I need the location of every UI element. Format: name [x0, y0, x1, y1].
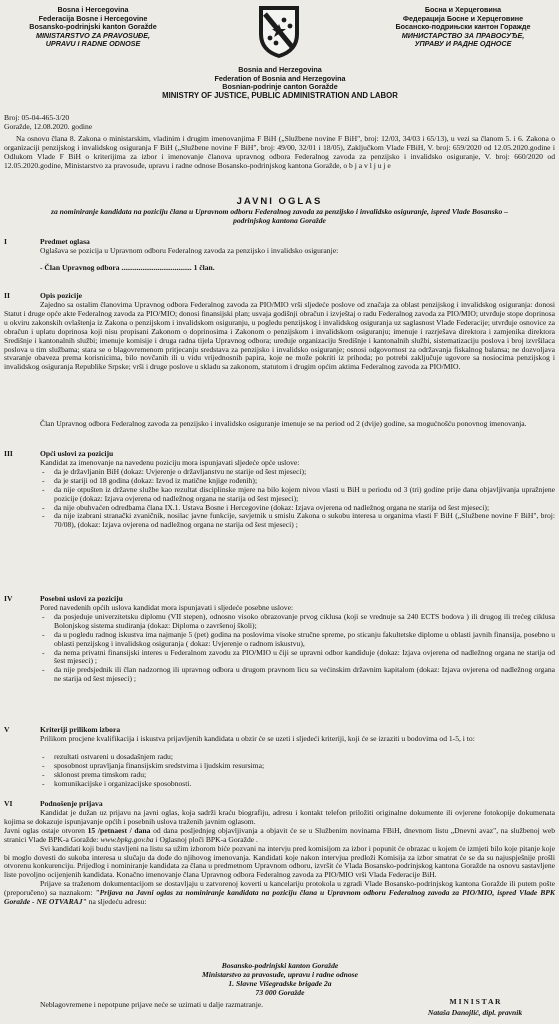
header-left-line: MINISTARSTVO ZA PRAVOSUĐE, — [35, 30, 151, 40]
list-item: - da je stariji od 18 godina (dokaz: Izvod iz matične knjige rođenih); — [40, 477, 555, 486]
section-text: Svi kandidati koji budu stavljeni na listu sa užim izborom biće pozvani na intervju pred komisijom za izbor i popunit će obrazac u kojem će izmjeti bilo koje pitanje koje bi moglo dovesti do sukoba interesa u slučaju da dođe do njihovog imenovanja. Kandidati koje nakon intervjua predloži Komisija za izbor smatrat će se da su najuspješnije prošli otvorenu konkurenciju. Prijedlog i nominiranje kandidata za člana u predmetnom Upravnom odboru, izvršit će Vlada Bosansko-podrinjskog kantona Goražde na osnovu sastavljene liste povoljno ocijenjenih kandidata. Konačno imenovanje člana Upravnog odbora Federalnog zavoda za PIO/MIO vrši Vlada Federacije BiH. — [4, 843, 555, 880]
position-line: - Član Upravnog odbora ..................................... 1 član. — [40, 262, 215, 272]
section-number: II — [4, 291, 10, 300]
notice-subtitle: za nominiranje kandidata na poziciju člana u Upravnom odboru Federalnog zavoda za penzijsko i invalidsko osiguranje, ispred Vlade Bosansko – podrinjskog kantona Goražde — [51, 207, 508, 225]
envelope-label: "Prijava na Javni oglas za nominiranje kandidata na poziciju člana u Upravnom odboru Federalnog zavoda za PIO/MIO, ispred Vlade BPK Goražde - NE OTVARAJ" — [4, 888, 555, 907]
header-center — [40, 66, 520, 100]
section-heading: Podnošenje prijava — [40, 799, 103, 808]
list-item: - sposobnost upravljanja finansijskim sredstvima i ljudskim resursima; — [40, 762, 555, 771]
header-left-line: UPRAVU I RADNE ODNOSE — [45, 39, 141, 49]
header-right-line: Босанско-подрињски кантон Горажде — [395, 22, 531, 32]
section-text: Kandidat je dužan uz prijavu na javni oglas, koja sadrži kraću biografiju, adresu i kontakt telefon priložiti originalne dokumente ili ovjerene fotokopije dokumenata kojima se dokazuje ispunjavanje općih i posebnih uslova traženih javnim oglasom. — [4, 808, 555, 826]
section-heading: Kriteriji prilikom izbora — [40, 725, 121, 734]
text-span: i Oglasnoj ploči BPK-a Goražde . — [153, 834, 258, 844]
header-right-line: МИНИСТАРСТВО ЗА ПРАВОСУЂЕ, — [401, 30, 525, 40]
section-special-conditions — [4, 595, 555, 717]
text-span: Javni oglas ostaje otvoren — [4, 825, 88, 835]
list-item: - da nije predsjednik ili član nadzornog ili upravnog odbora u drugom pravnom licu sa većinskim državnim kapitalom (dokaz: Izjava ovjerena od nadležnog organa ne starija od šest mjeseci) ; — [40, 666, 555, 684]
address-line: Bosansko-podrinjski kanton Goražde — [221, 961, 339, 970]
document-reference — [4, 114, 304, 132]
intro-paragraph: Na osnovu člana 8. Zakona o ministarskim, vladinim i drugim imenovanjima F BiH („Službene novine F BiH", broj: 12/03, 34/03 i 65/13), u vezi sa članom 5. i 6. Zakona o organizaciji penzijskog i invalidskog osiguranja F BiH („Službene novine F BiH", broj: 49/00, 32/01 i 18/05), Zaključkom Vlade FBiH, V. broj: 659/2020 od 12.05.2020.godine i Odlukom Vlade F BiH o kriterijima za izbor i imenovanje članova upravnog odbora Federalnog zavoda za penzijsko i invalidsko osiguranje, V. broj: 660/2020 od 12.05.2020.godine, Ministarstvo za pravosuđe, upravu i radne odnose Bosansko-podrinjskog kantona Goražde, o b j a v l j u j e — [4, 134, 555, 170]
address-line: 1. Slavne Višegradske brigade 2a — [228, 978, 332, 988]
text-span: od dana posljednjeg objavljivanja a objavit će se u Službenim novinama FBiH, dnevnom listu „Dnevni avaz", na službenoj web stranici Vlade BPK-a Goražde: — [4, 825, 556, 844]
list-item: - komunikacijske i organizacijske sposobnosti. — [40, 780, 555, 789]
signature-name: Nataša Danojlić, dipl. pravnik — [427, 1008, 523, 1017]
list-item: - da nije obuhvaćen odredbama člana IX.1. Ustava Bosne i Hercegovine (dokaz: Izjava ovjerena od nadležnog organa ne starija od šest mjeseci); — [40, 504, 555, 513]
coat-of-arms-emblem — [257, 4, 301, 60]
header-right — [371, 6, 555, 49]
list-item: - da u pogledu radnog iskustva ima najmanje 5 (pet) godina na poslovima visoke stručne spreme, po sticanju fakultetske diplome u oblasti javnih finansija, posebno u oblasti penzijskog i invalidskog osiguranja ( dokaz: Uvjerenje o radnom iskustvu), — [40, 631, 555, 649]
section-text: Pored navedenih općih uslova kandidat mora ispunjavati i sljedeće posebne uslove: — [40, 603, 294, 612]
list-item: - rezultati ostvareni u dosadašnjem radu; — [40, 753, 555, 762]
section-criteria — [4, 726, 555, 794]
header-center-line: Bosnia and Herzegovina — [238, 65, 322, 74]
website-link[interactable]: www.bpkg.gov.ba — [100, 834, 154, 844]
header-left — [4, 6, 182, 49]
text-span: Prijave sa traženom dokumentacijom se dostavljaju u zatvorenoj koverti u kancelariju protokola u zgradi Vlade Bosansko-podrinjskog kantona Goražde ili putem pošte (preporučeno) sa naznakom: — [4, 879, 555, 898]
section-number: III — [4, 449, 13, 458]
list-item: - da nije izabrani stranački zvaničnik, nosilac javne funkcije, savjetnik u smislu Zakona o sukobu interesa u organima vlasti F BiH („Službene novine F BiH", broj: 70/08), (dokaz: Izjava ovjerena od nadležnog organa ne starija od šest mjeseci) ; — [40, 512, 555, 530]
section-text — [4, 880, 555, 907]
address-block — [120, 962, 440, 998]
list-item: - da je državljanin BiH (dokaz: Uvjerenje o državljanstvu ne starije od šest mjeseci); — [40, 468, 555, 477]
header-center-line: Bosnian-podrinje canton Goražde — [222, 82, 338, 92]
text-span: na sljedeću adresu: — [86, 897, 147, 907]
header-right-line: УПРАВУ И РАДНЕ ОДНОСЕ — [414, 39, 512, 49]
header-left-line: Federacija Bosne i Hercegovine — [38, 13, 148, 23]
section-heading: Opći uslovi za poziciju — [40, 449, 114, 458]
header-center-line: MINISTRY OF JUSTICE, PUBLIC ADMINISTRATION AND LABOR — [162, 90, 398, 100]
header-center-line: Federation of Bosnia and Herzegovina — [214, 73, 346, 83]
section-description — [4, 292, 555, 452]
section-text: Kandidat za imenovanje na navedenu poziciju mora ispunjavati sljedeće opće uslove: — [40, 458, 300, 467]
list-item: - da nema privatni finansijski interes u Federalnom zavodu za PIO/MIO u čiji se upravni odbor kandiduje (dokaz: Izjava ovjerena od nadležnog organa ne starija od šest mjeseci) ; — [40, 649, 555, 667]
list-item: - sklonost prema timskom radu; — [40, 771, 555, 780]
section-number: I — [4, 237, 7, 246]
reference-date: Goražde, 12.08.2020. godine — [4, 121, 93, 131]
list-item: - da nije otpušten iz državne službe kao rezultat disciplinske mjere na bilo kojem nivou vlasti u BiH u periodu od 3 (tri) godine prije dana objavljivanja upražnjene pozicije (dokaz: Izjava ovjerena od nadležnog organa ne starija od šest mjeseci); — [40, 486, 555, 504]
section-heading: Predmet oglasa — [40, 237, 90, 246]
section-heading: Posebni uslovi za poziciju — [40, 594, 123, 603]
address-line: Ministarstvo za pravosuđe, upravu i radne odnose — [202, 969, 358, 979]
section-number: V — [4, 725, 10, 734]
section-text: Zajedno sa ostalim članovima Upravnog odbora Federalnog zavoda za PIO/MIO vrši sljedeće poslove od značaja za oblast penzijskog i invalidskog osiguranja: donosi Statut i druge opće akte Federalnog zavoda za PIO/MIO; donosi finansijski plan; usvaja godišnji obračun i izvještaj o radu Federalnog zavoda za PIO/MIO; utvrđuje stope doprinosa u okviru zakonskih ovlaštenja iz Zakona o penzijskom i invalidskom osiguranju, u pogledu penzijskog i invalidskog osiguranja uz saglasnost Vlade Federacije; utvrđuje osnovice za obračun i uplatu doprinosa koji nisu propisani Zakonom o doprinosima i Zakonom o penzijskom i invalidskom osiguranju; imenuje i razrješava direktora i zamjenika direktora Središnje i kantonalnih službi; imenuje komisije i druga radna tijela Upravnog odbora; uređuje organizaciju Središnje i kantonalnih službi, sistematizaciju poslova i broj izvršilaca poslova u tim službama; stara se o blagovremenom pritjecanju sredstava za penzijsko i invalidsko osiguranje; osnosi odgovornost za održavanja fiskalnog balansa; ne dozvoljava stvaranje obaveza prema korisnicima, bilo novčanih ili u vidu vrijednosnih papira, koje ne može pokriti iz prihoda; po potrebi zaključuje ugovore sa nosiocima penzijskog i invalidskog osiguranja Republike Srpske; vrši i druge poslove u skladu sa zakonom, statutom i drugim općim aktima Federalnog zavoda za PIO/MIO. — [4, 300, 555, 372]
section-text: Prilikom procjene kvalifikacija i iskustva prijavljenih kandidata u obzir će se uzeti i sljedeći kriteriji, koji će se izraziti u bodovima od 1-5, i to: — [40, 734, 475, 743]
header-left-line: Bosna i Hercegovina — [57, 5, 129, 14]
header-right-line: Федерација Босне и Херцеговине — [402, 13, 524, 23]
reference-number: Broj: 05-04-465-3/20 — [4, 113, 70, 122]
list-item: - da posjeduje univerzitetsku diplomu (VII stepen), odnosno visoko obrazovanje prvog ciklusa (koji se vrednuje sa 240 ECTS bodova ) ili drugog ili trećeg ciklusa Bolonjskog sistema studiranja (dokaz: Diploma o završenoj školi); — [40, 613, 555, 631]
notice-title: JAVNI OGLAS — [236, 196, 323, 207]
section-number: VI — [4, 799, 13, 808]
section-applications — [4, 800, 555, 958]
section-text — [4, 827, 555, 845]
header-right-line: Босна и Херцеговина — [424, 5, 502, 14]
address-line: 73 000 Goražde — [255, 987, 305, 997]
footer-note: Neblagovremene i nepotpune prijave neće se uzimati u dalje razmatranje. — [40, 1000, 264, 1009]
section-text: Oglašava se pozicija u Upravnom odboru Federalnog zavoda za penzijsko i invalidsko osiguranje: — [40, 246, 339, 255]
header-left-line: Bosansko-podrinjski kanton Goražde — [29, 22, 157, 32]
signature-role: M I N I S T A R — [449, 997, 501, 1006]
section-general-conditions — [4, 450, 555, 588]
deadline-text: 15 /petnaest / dana — [87, 825, 151, 835]
section-number: IV — [4, 594, 13, 603]
section-subject — [4, 238, 555, 284]
section-heading: Opis pozicije — [40, 291, 82, 300]
section-text: Član Upravnog odbora Federalnog zavoda za penzijsko i invalidsko osiguranje imenuje se na period od 2 (dvije) godine, sa mogućnošću ponovnog imenovanja. — [40, 419, 527, 428]
